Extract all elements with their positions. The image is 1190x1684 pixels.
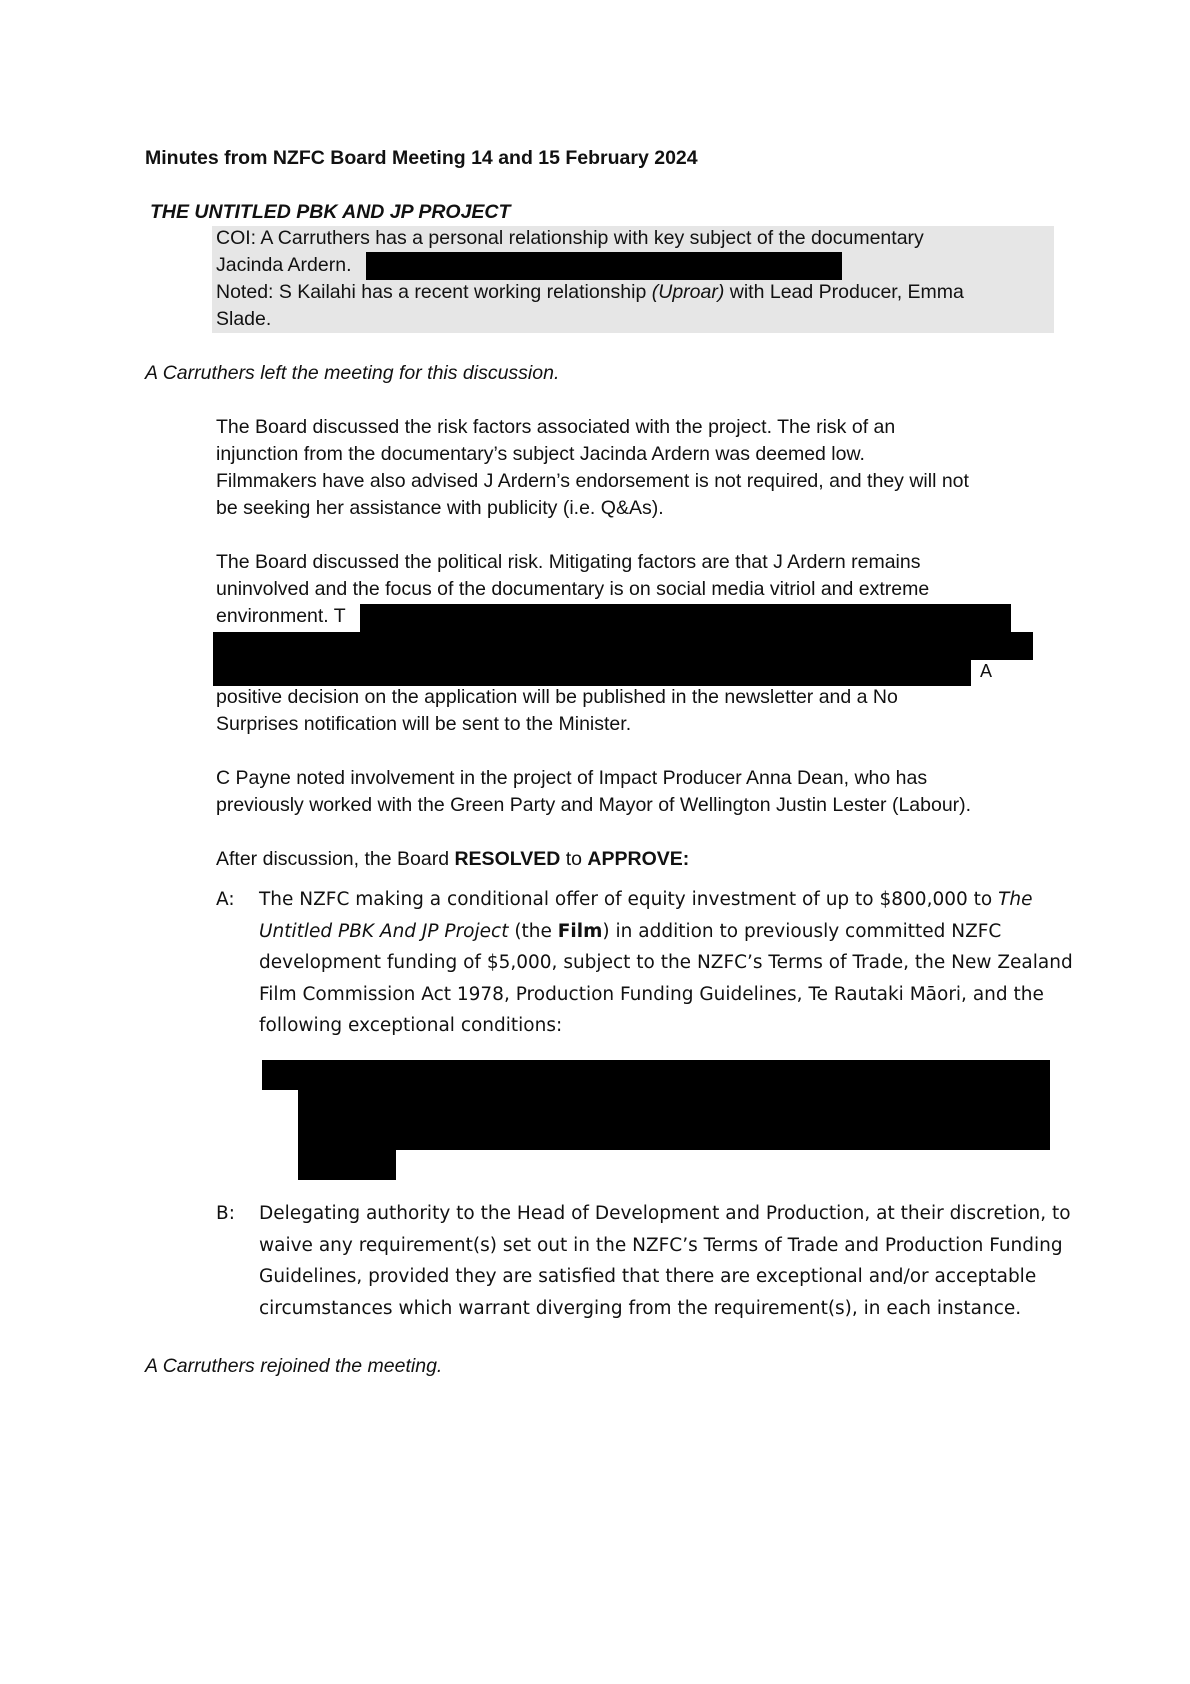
item-a-line: development funding of $5,000, subject to the NZFC’s Terms of Trade, the New Zealand <box>259 952 1073 973</box>
risk-line: be seeking her assistance with publicity (i.e. Q&As). <box>216 497 664 519</box>
item-b-line: waive any requirement(s) set out in the NZFC’s Terms of Trade and Production Funding <box>259 1234 1063 1256</box>
item-a-line: Film Commission Act 1978, Production Funding Guidelines, Te Rautaki Māori, and the <box>259 983 1044 1005</box>
item-a-text: ) in addition to previously committed NZFC <box>602 920 1002 942</box>
project-heading: THE UNTITLED PBK AND JP PROJECT <box>150 201 511 223</box>
political-line-5: positive decision on the application will be published in the newsletter and a No <box>216 686 898 708</box>
redaction-block <box>298 1088 1050 1150</box>
involvement-paragraph <box>216 765 971 819</box>
risk-line: The Board discussed the risk factors associated with the project. The risk of an <box>216 416 896 438</box>
film-keyword: Film <box>557 920 603 942</box>
involvement-line: C Payne noted involvement in the project of Impact Producer Anna Dean, who has <box>216 767 928 789</box>
item-b-line: circumstances which warrant diverging from the requirement(s), in each instance. <box>259 1297 1022 1319</box>
item-a-text: The NZFC making a conditional offer of equity investment of up to $800,000 to <box>259 889 999 910</box>
resolution-line <box>216 846 689 873</box>
item-a-line <box>259 884 1073 916</box>
item-a-italic: Untitled PBK And JP Project <box>259 920 509 942</box>
coi-line-3-italic: (Uproar) <box>651 281 725 303</box>
item-b-line: Delegating authority to the Head of Development and Production, at their discretion, to <box>259 1203 1071 1224</box>
redaction-block <box>213 632 1033 660</box>
resolution-mid: to <box>560 848 588 870</box>
political-line-1: The Board discussed the political risk. Mitigating factors are that J Ardern remains <box>216 551 921 573</box>
risk-line: Filmmakers have also advised J Ardern’s endorsement is not required, and they will not <box>216 470 969 492</box>
item-letter: B: <box>216 1203 235 1224</box>
item-letter: A: <box>216 889 235 910</box>
item-b-line: Guidelines, provided they are satisfied that there are exceptional and/or acceptable <box>259 1266 1037 1287</box>
resolution-item-a <box>216 884 1076 1044</box>
coi-line-2: Jacinda Ardern. <box>216 254 352 276</box>
resolution-item-b <box>216 1198 1076 1328</box>
item-a-body <box>259 884 1073 1042</box>
redaction-block <box>262 1060 1050 1090</box>
left-meeting-note: A Carruthers left the meeting for this discussion. <box>145 362 560 384</box>
coi-line-3 <box>216 279 964 306</box>
coi-line-3-text: Noted: S Kailahi has a recent working relationship <box>216 281 652 303</box>
approve-keyword: APPROVE: <box>587 848 690 870</box>
item-a-line: following exceptional conditions: <box>259 1015 563 1036</box>
item-a-text: (the <box>508 920 558 942</box>
redaction-block <box>366 252 842 280</box>
involvement-line: previously worked with the Green Party and Mayor of Wellington Justin Lester (Labour). <box>216 794 972 816</box>
redaction-block <box>360 604 1011 632</box>
item-b-body <box>259 1198 1071 1324</box>
political-line-2: uninvolved and the focus of the documentary is on social media vitriol and extreme <box>216 578 930 600</box>
page-title: Minutes from NZFC Board Meeting 14 and 15 February 2024 <box>145 147 698 169</box>
resolved-keyword: RESOLVED <box>454 848 561 870</box>
political-line-3: environment. T <box>216 605 346 627</box>
item-a-line <box>259 916 1073 948</box>
risk-line: injunction from the documentary’s subject Jacinda Ardern was deemed low. <box>216 443 865 465</box>
political-line-6: Surprises notification will be sent to the Minister. <box>216 713 632 735</box>
coi-line-1: COI: A Carruthers has a personal relationship with key subject of the documentary <box>216 227 924 249</box>
resolution-text: After discussion, the Board <box>216 848 455 870</box>
redaction-block <box>298 1148 396 1180</box>
coi-line-4: Slade. <box>216 308 272 330</box>
rejoined-meeting-note: A Carruthers rejoined the meeting. <box>145 1355 443 1377</box>
coi-line-3-tail: with Lead Producer, Emma <box>724 281 964 303</box>
risk-paragraph <box>216 414 969 522</box>
political-line-4-tail: A <box>980 661 993 681</box>
redaction-block <box>213 658 971 686</box>
item-a-italic: The <box>998 889 1033 910</box>
